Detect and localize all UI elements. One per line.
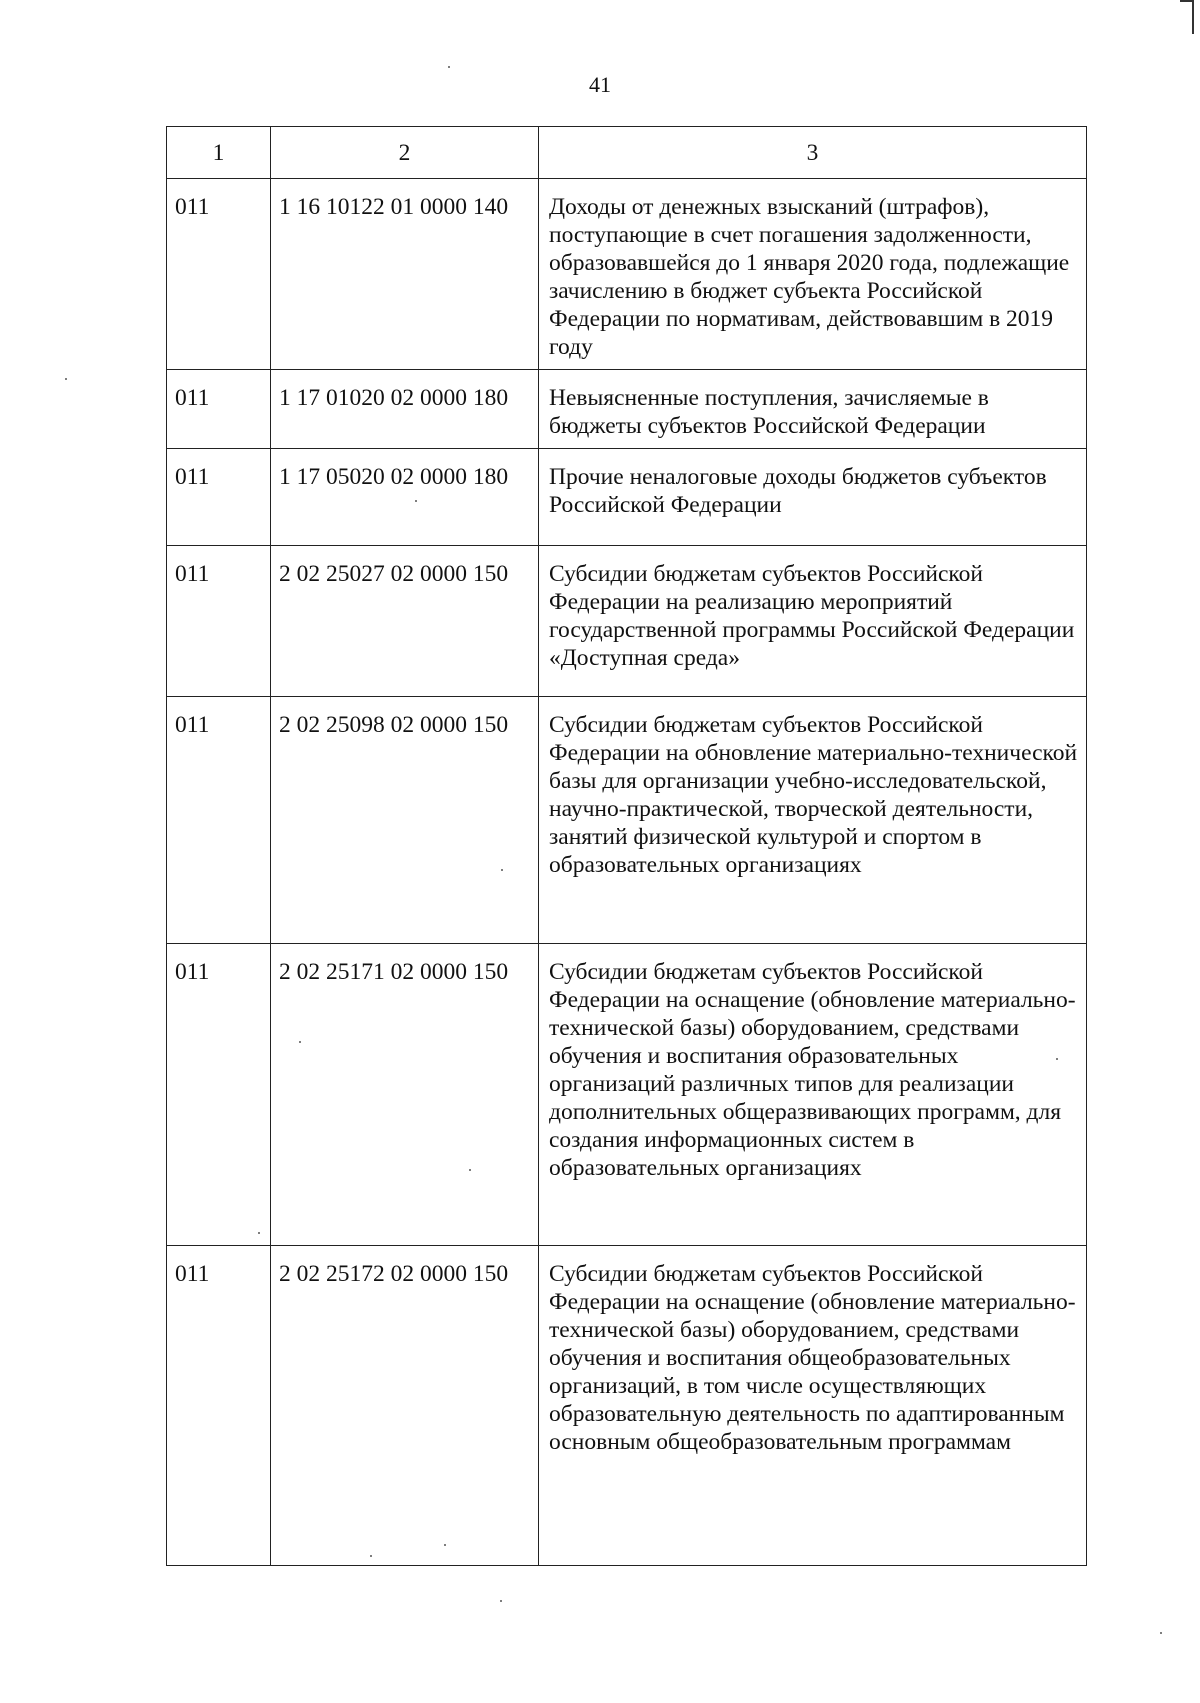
- admin-code-cell: 011: [167, 546, 271, 697]
- scan-speck: [444, 1544, 446, 1546]
- scan-speck: [299, 1041, 301, 1043]
- column-header-1: 1: [167, 127, 271, 179]
- column-header-3: 3: [539, 127, 1087, 179]
- scan-speck: [370, 1555, 372, 1557]
- description-cell: Субсидии бюджетам субъектов Российской Федерации на оснащение (обновление материально-технической базы) оборудованием, средствами обучения и воспитания образовательных организаций различных типов для реализации дополнительных общеразвивающих программ, для создания информационных систем в образовательных организациях: [539, 944, 1087, 1246]
- scan-speck: [469, 1169, 471, 1171]
- table-row: [167, 546, 1087, 697]
- admin-code-cell: 011: [167, 944, 271, 1246]
- scan-speck: [1160, 1632, 1162, 1634]
- column-header-2: 2: [271, 127, 539, 179]
- table-row: [167, 449, 1087, 546]
- description-cell: Субсидии бюджетам субъектов Российской Федерации на реализацию мероприятий государственной программы Российской Федерации «Доступная среда»: [539, 546, 1087, 697]
- admin-code-cell: 011: [167, 449, 271, 546]
- budget-code-cell: 2 02 25171 02 0000 150: [271, 944, 539, 1246]
- budget-code-cell: 1 17 01020 02 0000 180: [271, 370, 539, 449]
- scan-speck: [1056, 1058, 1058, 1060]
- scan-speck: [500, 1600, 502, 1602]
- scan-speck: [501, 869, 503, 871]
- description-cell: Субсидии бюджетам субъектов Российской Федерации на оснащение (обновление материально-технической базы) оборудованием, средствами обучения и воспитания общеобразовательных организаций, в том числе осуществляющих образовательную деятельность по адаптированным основным общеобразовательным программам: [539, 1246, 1087, 1566]
- admin-code-cell: 011: [167, 179, 271, 370]
- table-row: [167, 1246, 1087, 1566]
- scan-speck: [415, 500, 417, 502]
- budget-revenue-table: [166, 126, 1087, 1566]
- admin-code-cell: 011: [167, 370, 271, 449]
- scan-corner-mark: [1180, 0, 1194, 34]
- admin-code-cell: 011: [167, 1246, 271, 1566]
- scan-speck: [448, 66, 450, 68]
- budget-code-cell: 1 16 10122 01 0000 140: [271, 179, 539, 370]
- description-cell: Прочие неналоговые доходы бюджетов субъектов Российской Федерации: [539, 449, 1087, 546]
- table-row: [167, 944, 1087, 1246]
- description-cell: Доходы от денежных взысканий (штрафов), поступающие в счет погашения задолженности, образовавшейся до 1 января 2020 года, подлежащие зачислению в бюджет субъекта Российской Федерации по нормативам, действовавшим в 2019 году: [539, 179, 1087, 370]
- budget-code-cell: 1 17 05020 02 0000 180: [271, 449, 539, 546]
- table-row: [167, 697, 1087, 944]
- scan-speck: [65, 378, 67, 380]
- table-row: [167, 370, 1087, 449]
- scan-speck: [258, 1232, 260, 1234]
- description-cell: Субсидии бюджетам субъектов Российской Федерации на обновление материально-технической базы для организации учебно-исследовательской, научно-практической, творческой деятельности, занятий физической культурой и спортом в образовательных организациях: [539, 697, 1087, 944]
- page-number: 41: [589, 72, 611, 97]
- budget-code-cell: 2 02 25027 02 0000 150: [271, 546, 539, 697]
- table-header-row: [167, 127, 1087, 179]
- admin-code-cell: 011: [167, 697, 271, 944]
- budget-code-cell: 2 02 25098 02 0000 150: [271, 697, 539, 944]
- budget-code-cell: 2 02 25172 02 0000 150: [271, 1246, 539, 1566]
- table-row: [167, 179, 1087, 370]
- description-cell: Невыясненные поступления, зачисляемые в бюджеты субъектов Российской Федерации: [539, 370, 1087, 449]
